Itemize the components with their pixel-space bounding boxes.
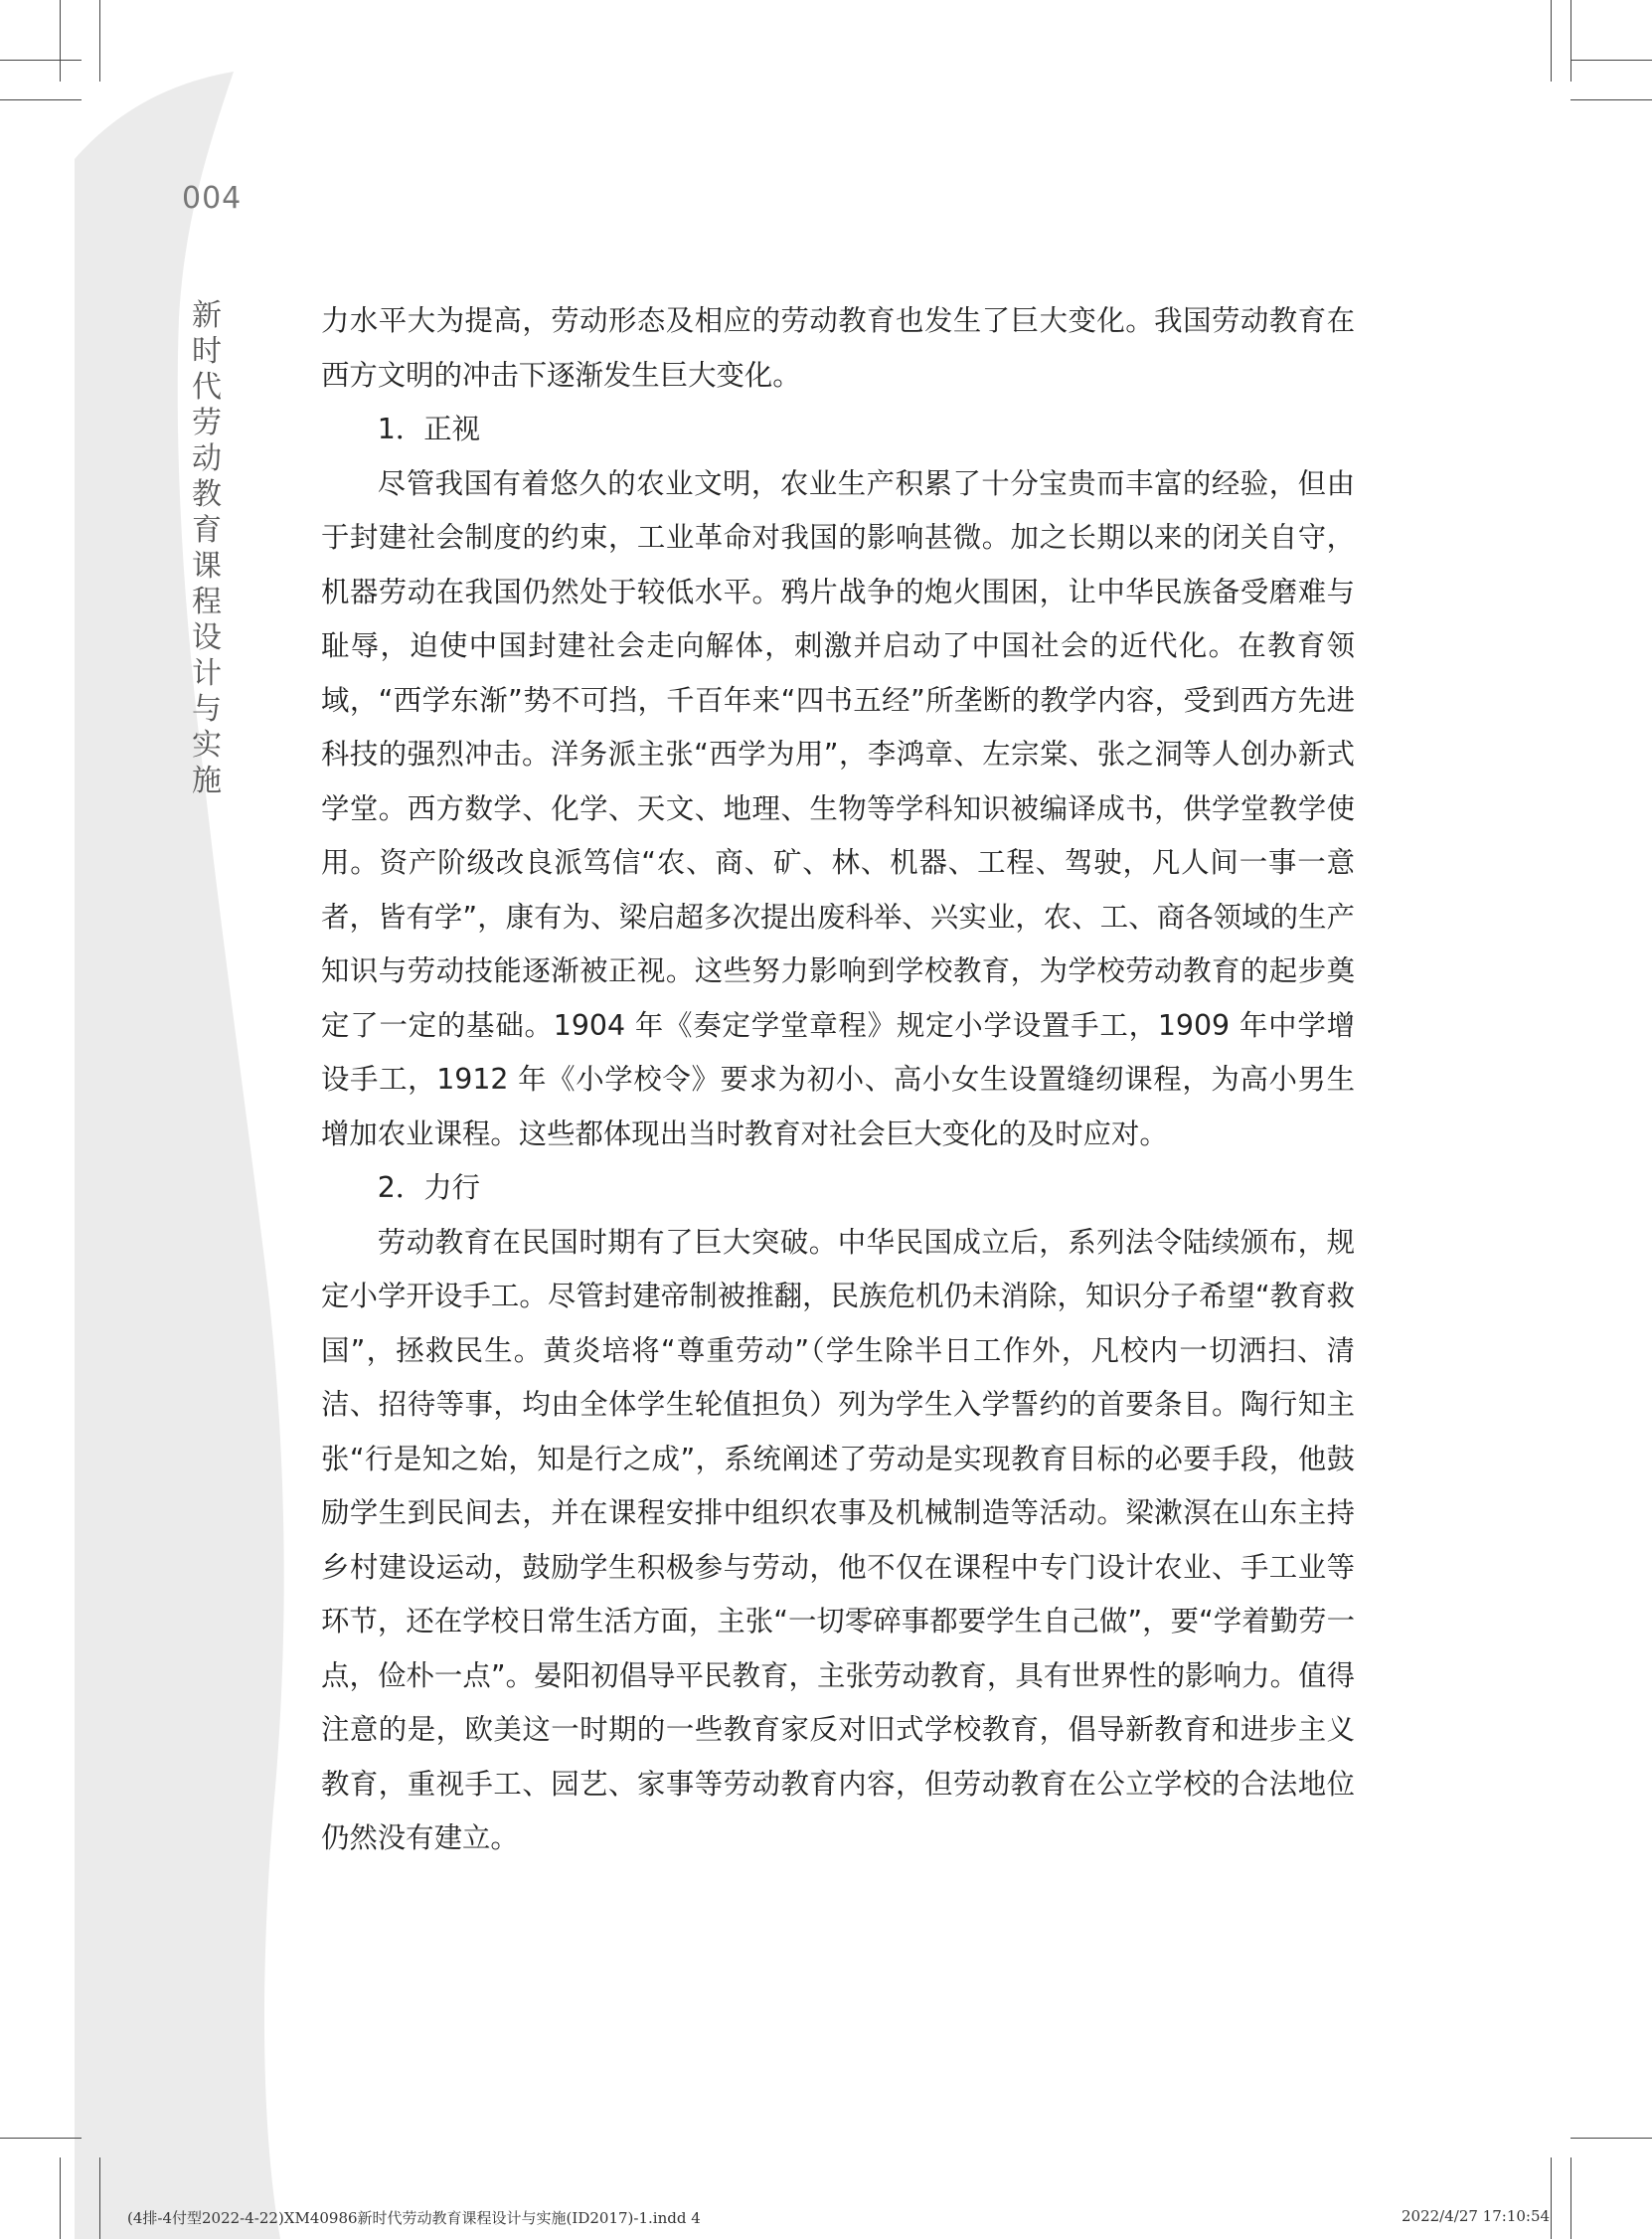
paragraph: 劳动教育在民国时期有了巨大突破。中华民国成立后，系列法令陆续颁布，规定小学开设手工。尽管封建帝制被推翻，民族危机仍未消除，知识分子希望“教育救国”，拯救民生。黄炎培将“尊重劳动”（学生除半日工作外，凡校内一切洒扫、清洁、招待等事，均由全体学生轮值担负）列为学生入学誓约的首要条目。陶行知主张“行是知之始，知是行之成”，系统阐述了劳动是实现教育目标的必要手段，他鼓励学生到民间去，并在课程安排中组织农事及机械制造等活动。梁漱溟在山东主持乡村建设运动，鼓励学生积极参与劳动，他不仅在课程中专门设计农业、手工业等环节，还在学校日常生活方面，主张“一切零碎事都要学生自己做”，要“学着勤劳一点，俭朴一点”。晏阳初倡导平民教育，主张劳动教育，具有世界性的影响力。值得注意的是，欧美这一时期的一些教育家反对旧式学校教育，倡导新教育和进步主义教育，重视手工、园艺、家事等劳动教育内容，但劳动教育在公立学校的合法地位仍然没有建立。 [321, 1225, 1355, 1854]
crop-mark-top-right-v2 [1570, 0, 1571, 82]
crop-mark-top-right-h2 [1570, 60, 1652, 61]
page-number: 004 [182, 181, 243, 216]
crop-mark-top-right-h [1570, 99, 1652, 100]
crop-mark-top-left-h2 [0, 60, 82, 61]
crop-mark-bottom-right-v2 [1570, 2157, 1571, 2239]
crop-mark-bottom-right-v [1551, 2157, 1552, 2239]
crop-mark-top-right-v [1551, 0, 1552, 82]
crop-mark-top-left-v2 [60, 0, 61, 82]
footer-file-info: (4排-4付型2022-4-22)XM40986新时代劳动教育课程设计与实施(ID2017)-1.indd 4 [127, 2209, 701, 2227]
crop-mark-bottom-left-v [99, 2157, 100, 2239]
crop-mark-bottom-right-h [1570, 2138, 1652, 2139]
crop-mark-top-left-v [99, 0, 100, 82]
side-band-shape [75, 72, 284, 2239]
running-title-vertical: 新时代劳动教育课程设计与实施 [192, 298, 222, 798]
crop-mark-bottom-left-v2 [60, 2157, 61, 2239]
section-heading: 1．正视 [377, 413, 481, 445]
section-heading: 2．力行 [377, 1171, 481, 1204]
body-text [321, 294, 1355, 1866]
paragraph: 力水平大为提高，劳动形态及相应的劳动教育也发生了巨大变化。我国劳动教育在西方文明的冲击下逐渐发生巨大变化。 [321, 304, 1355, 392]
paragraph: 尽管我国有着悠久的农业文明，农业生产积累了十分宝贵而丰富的经验，但由于封建社会制度的约束，工业革命对我国的影响甚微。加之长期以来的闭关自守，机器劳动在我国仍然处于较低水平。鸦片战争的炮火围困，让中华民族备受磨难与耻辱，迫使中国封建社会走向解体，刺激并启动了中国社会的近代化。在教育领域，“西学东渐”势不可挡，千百年来“四书五经”所垄断的教学内容，受到西方先进科技的强烈冲击。洋务派主张“西学为用”，李鸿章、左宗棠、张之洞等人创办新式学堂。西方数学、化学、天文、地理、生物等学科知识被编译成书，供学堂教学使用。资产阶级改良派笃信“农、商、矿、林、机器、工程、驾驶，凡人间一事一意者，皆有学”，康有为、梁启超多次提出废科举、兴实业，农、工、商各领域的生产知识与劳动技能逐渐被正视。这些努力影响到学校教育，为学校劳动教育的起步奠定了一定的基础。1904 年《奏定学堂章程》规定小学设置手工，1909 年中学增设手工，1912 年《小学校令》要求为初小、高小女生设置缝纫课程，为高小男生增加农业课程。这些都体现出当时教育对社会巨大变化的及时应对。 [321, 466, 1355, 1150]
crop-mark-bottom-left-h [0, 2138, 82, 2139]
crop-mark-top-left-h [0, 99, 82, 100]
footer-timestamp: 2022/4/27 17:10:54 [1402, 2207, 1551, 2225]
